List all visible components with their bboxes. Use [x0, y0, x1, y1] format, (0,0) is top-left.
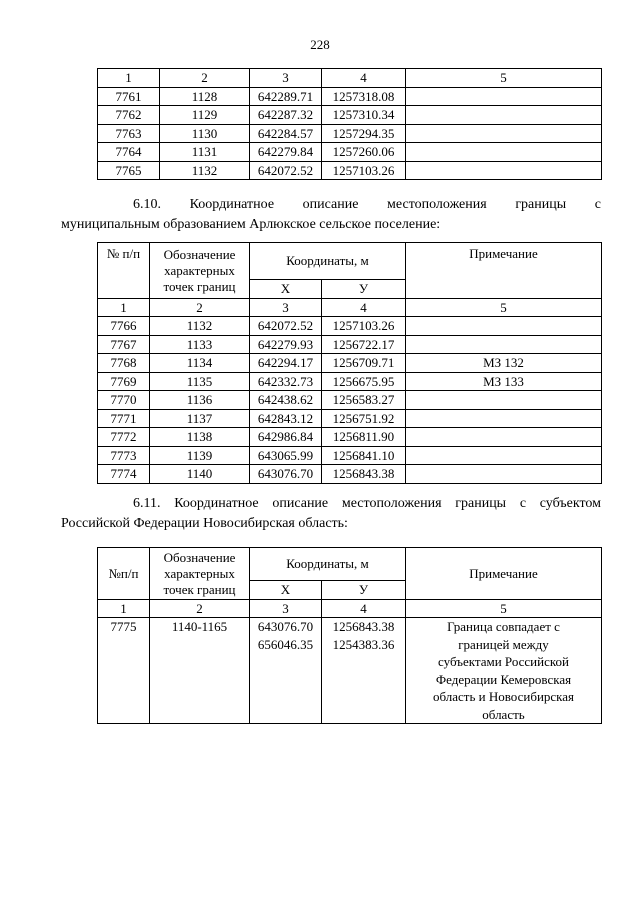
column-number: 4	[322, 599, 406, 618]
column-number: 2	[150, 298, 250, 317]
point-id: 1137	[150, 409, 250, 428]
header-line: характерных	[164, 263, 235, 279]
header-line: характерных	[164, 565, 235, 581]
header-cell: 4	[322, 69, 406, 88]
column-number: 1	[98, 298, 150, 317]
coordinates-table-continued	[97, 68, 602, 180]
coord-x: 642072.52	[250, 317, 322, 336]
note-cell: МЗ 132	[406, 354, 602, 373]
point-id: 1133	[150, 335, 250, 354]
point-id: 1132	[160, 161, 250, 180]
note-cell	[406, 446, 602, 465]
row-number: 7767	[98, 335, 150, 354]
novosibirsk-boundary-table	[97, 547, 602, 724]
row-number: 7770	[98, 391, 150, 410]
arlyuk-boundary-table	[97, 242, 602, 484]
column-number: 5	[406, 599, 602, 618]
row-number: 7768	[98, 354, 150, 373]
header-point-designation	[150, 548, 250, 600]
note-cell	[406, 161, 602, 180]
row-number: 7762	[98, 106, 160, 125]
header-note: Примечание	[406, 243, 602, 299]
header-line: Обозначение	[163, 549, 236, 565]
table-row	[98, 409, 602, 428]
coord-x: 642843.12	[250, 409, 322, 428]
row-number: 7766	[98, 317, 150, 336]
coord-y: 1257310.34	[322, 106, 406, 125]
table-row	[98, 143, 602, 162]
coord-x: 643076.70	[250, 465, 322, 484]
row-number: 7769	[98, 372, 150, 391]
table-row	[98, 465, 602, 484]
column-number: 1	[98, 599, 150, 618]
note-line: область	[482, 706, 525, 722]
note-cell	[406, 317, 602, 336]
coord-x: 642332.73	[250, 372, 322, 391]
note-cell	[406, 335, 602, 354]
coord-y: 1256811.90	[322, 428, 406, 447]
table-column-numbers	[98, 599, 602, 618]
table-header-row	[98, 243, 602, 280]
row-number: 7773	[98, 446, 150, 465]
table-row	[98, 618, 602, 724]
coord-x: 642986.84	[250, 428, 322, 447]
table-row	[98, 446, 602, 465]
note-cell	[406, 143, 602, 162]
table-row	[98, 372, 602, 391]
coord-x: 642284.57	[250, 124, 322, 143]
note-line: субъектами Российской	[438, 654, 569, 669]
table-row	[98, 106, 602, 125]
row-number: 7761	[98, 87, 160, 106]
row-number: 7765	[98, 161, 160, 180]
header-cell: 2	[160, 69, 250, 88]
coord-x: 642289.71	[250, 87, 322, 106]
point-id: 1139	[150, 446, 250, 465]
table-column-numbers	[98, 298, 602, 317]
coord-x: 643065.99	[250, 446, 322, 465]
table-row	[98, 428, 602, 447]
row-number: 7764	[98, 143, 160, 162]
table-row	[98, 87, 602, 106]
coord-x: 642438.62	[250, 391, 322, 410]
note-cell	[406, 124, 602, 143]
header-point-designation	[150, 243, 250, 299]
point-id: 1138	[150, 428, 250, 447]
heading-line-2: муниципальным образованием Арлюкское сельское поселение:	[61, 217, 441, 232]
coord-y: 1257103.26	[322, 317, 406, 336]
note-line: границей между	[458, 636, 549, 652]
coord-y: 1256722.17	[322, 335, 406, 354]
note-cell	[406, 391, 602, 410]
row-number: 7775	[98, 618, 150, 724]
heading-line-2: Российской Федерации Новосибирская область:	[61, 516, 348, 531]
point-id: 1128	[160, 87, 250, 106]
header-row-number: № п/п	[98, 243, 150, 299]
coord-value: 643076.70	[257, 619, 314, 634]
note-cell	[406, 428, 602, 447]
note-cell	[406, 465, 602, 484]
page-number: 228	[310, 37, 330, 52]
header-cell: 5	[406, 69, 602, 88]
header-cell: 3	[250, 69, 322, 88]
row-number: 7771	[98, 409, 150, 428]
point-id: 1131	[160, 143, 250, 162]
table-row	[98, 124, 602, 143]
column-number: 5	[406, 298, 602, 317]
header-y: У	[322, 581, 406, 600]
coord-value: 1254383.36	[332, 636, 395, 652]
header-coordinates: Координаты, м	[250, 548, 406, 581]
coord-x	[250, 618, 322, 724]
note-cell: МЗ 133	[406, 372, 602, 391]
coord-y: 1256583.27	[322, 391, 406, 410]
heading-line-1: 6.10. Координатное описание местоположения границы с	[133, 197, 601, 212]
table-row	[98, 391, 602, 410]
header-line: точек границ	[163, 581, 236, 597]
coord-x: 642287.32	[250, 106, 322, 125]
coord-x: 642279.84	[250, 143, 322, 162]
coord-y	[322, 618, 406, 724]
point-id: 1134	[150, 354, 250, 373]
header-row-number: №п/п	[98, 548, 150, 600]
coord-y: 1256751.92	[322, 409, 406, 428]
coord-x: 642072.52	[250, 161, 322, 180]
row-number: 7774	[98, 465, 150, 484]
note-cell	[406, 409, 602, 428]
coord-y: 1256709.71	[322, 354, 406, 373]
coord-y: 1256843.38	[322, 465, 406, 484]
header-x: Х	[250, 280, 322, 299]
header-line: Обозначение	[163, 247, 236, 263]
row-number: 7763	[98, 124, 160, 143]
header-coordinates: Координаты, м	[250, 243, 406, 280]
table-row	[98, 161, 602, 180]
point-id: 1135	[150, 372, 250, 391]
heading-line-1: 6.11. Координатное описание местоположения границы с субъектом	[133, 496, 601, 511]
header-y: У	[322, 280, 406, 299]
point-id: 1129	[160, 106, 250, 125]
header-x: Х	[250, 581, 322, 600]
point-id: 1130	[160, 124, 250, 143]
point-id: 1136	[150, 391, 250, 410]
table-header-row	[98, 548, 602, 581]
header-note: Примечание	[406, 548, 602, 600]
note-line: Федерации Кемеровская	[435, 671, 572, 687]
table-row	[98, 317, 602, 336]
coord-x: 642294.17	[250, 354, 322, 373]
point-id: 1140	[150, 465, 250, 484]
header-line: точек границ	[163, 279, 236, 295]
note-cell	[406, 87, 602, 106]
coord-y: 1257318.08	[322, 87, 406, 106]
section-6-10-heading	[61, 195, 601, 235]
coord-y: 1257260.06	[322, 143, 406, 162]
note-cell	[406, 618, 602, 724]
point-id: 1132	[150, 317, 250, 336]
coord-y: 1257103.26	[322, 161, 406, 180]
note-line: область и Новосибирская	[432, 689, 575, 704]
table-row	[98, 335, 602, 354]
section-6-11-heading	[61, 494, 601, 534]
coord-value: 1256843.38	[332, 619, 395, 634]
note-cell	[406, 106, 602, 125]
coord-x: 642279.93	[250, 335, 322, 354]
column-number: 3	[250, 599, 322, 618]
table-row	[98, 354, 602, 373]
header-cell: 1	[98, 69, 160, 88]
coord-y: 1257294.35	[322, 124, 406, 143]
coord-y: 1256841.10	[322, 446, 406, 465]
column-number: 2	[150, 599, 250, 618]
note-line: Граница совпадает с	[447, 619, 560, 634]
row-number: 7772	[98, 428, 150, 447]
table-header-row	[98, 69, 602, 88]
column-number: 4	[322, 298, 406, 317]
coord-y: 1256675.95	[322, 372, 406, 391]
coord-value: 656046.35	[257, 636, 314, 652]
point-range: 1140-1165	[150, 618, 250, 724]
column-number: 3	[250, 298, 322, 317]
